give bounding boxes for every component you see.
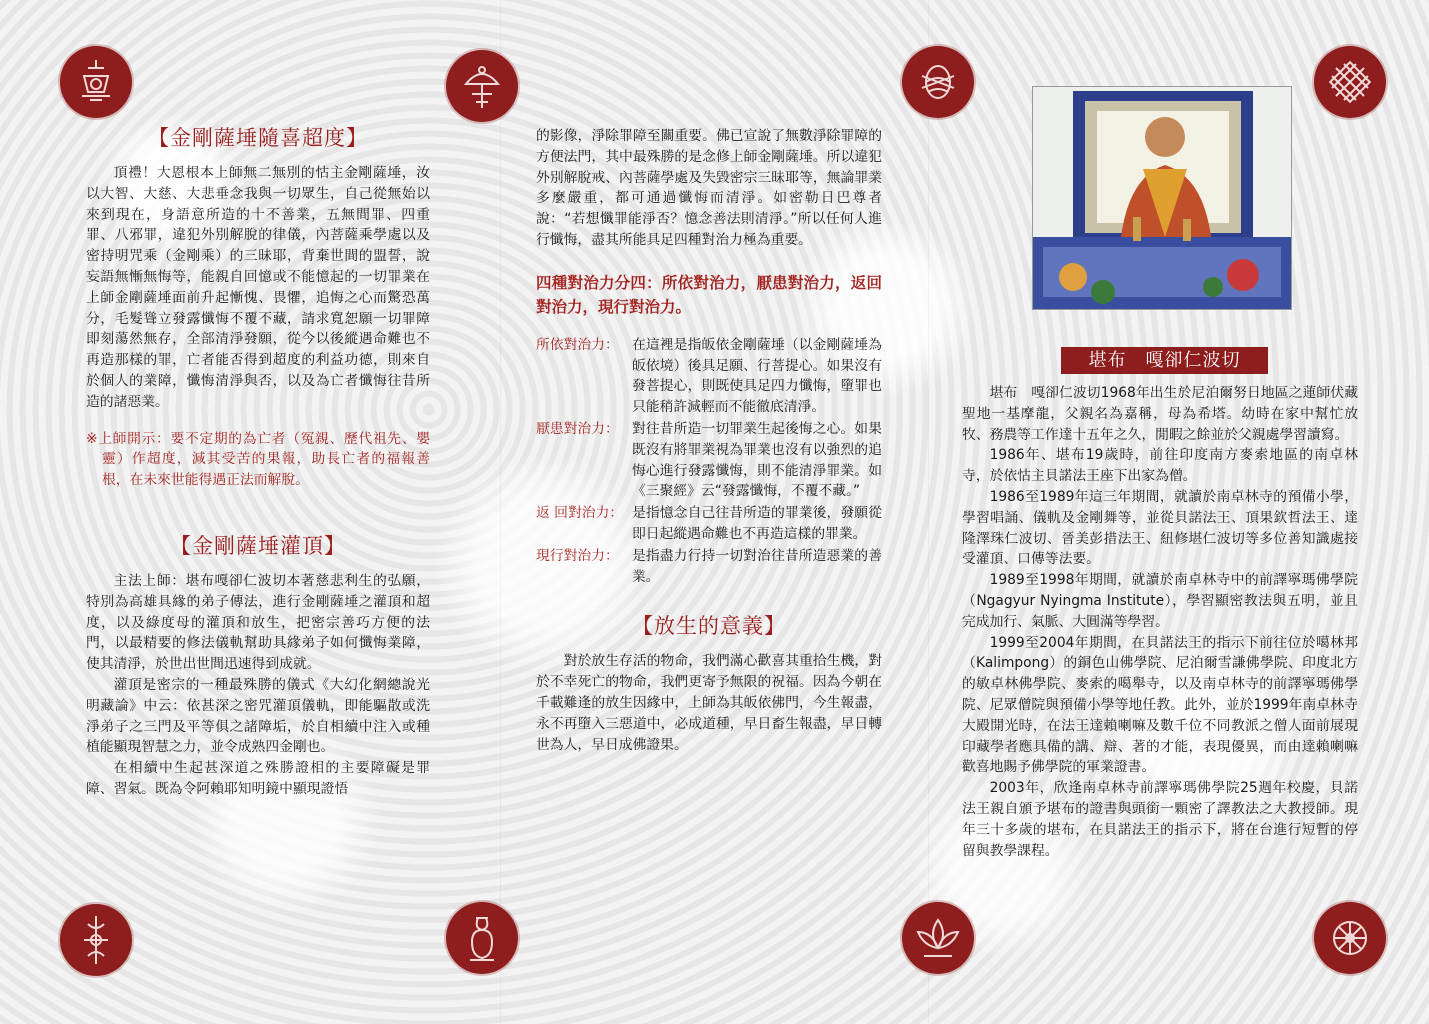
teacher-name-label: 堪布 嘎卻仁波切 xyxy=(1061,347,1268,374)
bio-paragraph: 1986年、堪布19歲時，前往印度南方麥索地區的南卓林寺，於依怙主貝諾法王座下出家為僧。 xyxy=(962,447,1358,485)
umbrella-emblem-icon xyxy=(446,50,518,122)
term-description: 在這裡是指皈依金剛薩埵（以金剛薩埵為皈依境）後具足願、行菩提心。如果沒有發菩提心，則既使具足四力懺悔，墮罪也只能稍許減輕而不能徹底清淨。 xyxy=(632,336,882,416)
list-item xyxy=(536,546,882,588)
bio-paragraph: 1989至1998年期間，就讀於南卓林寺中的前譯寧瑪佛學院（Ngagyur Nyingma Institute），學習顯密教法與五明，並且完成加行、氣脈、大圓滿等學習。 xyxy=(962,572,1358,630)
body-paragraph: 頂禮！大恩根本上師無二無別的怙主金剛薩埵，汝以大智、大慈、大悲垂念我與一切眾生，自己從無始以來到現在，身語意所造的十不善業，五無間罪、四重罪、八邪罪，違犯外別解脫的律儀，內菩薩乘學處以及密持明咒乘（金剛乘）的三昧耶，背棄世間的盟誓，說妄語無慚無悔等，能親自回憶或不能憶起的一切罪業在上師金剛薩埵面前升起慚愧、畏懼，追悔之心而驚恐萬分，毛髮聳立發露懺悔不覆不藏，請求寬恕願一切罪障即刻蕩然無存，全部清淨發願，從今以後縱遇命難也不再造那樣的罪，亡者能否得到超度的利益功德，則來自於個人的業障，懺悔清淨與否，以及為亡者懺悔往昔所造的諸惡業。 xyxy=(86,165,430,410)
lotus-emblem-icon xyxy=(902,902,974,974)
list-item xyxy=(536,335,882,418)
four-powers-list xyxy=(536,335,882,588)
body-paragraph: 的影像，淨除罪障至關重要。佛已宣說了無數淨除罪障的方便法門，其中最殊勝的是念修上師金剛薩埵。所以違犯外別解脫戒、內菩薩學處及失毀密宗三昧耶等，無論罪業多麼嚴重，都可通過懺悔而清淨。如密勒日巴尊者說：“若想懺罪能淨否？憶念善法則清淨。”所以任何人進行懺悔，盡其所能具足四種對治力極為重要。 xyxy=(536,128,882,248)
bio-paragraph: 1999至2004年期間，在貝諾法王的指示下前往位於噶林邦（Kalimpong）的銅色山佛學院、尼泊爾雪謙佛學院、印度北方的敏卓林佛學院、麥索的噶舉寺，以及南卓林寺的前譯寧瑪佛學院、尼眾僧院與預備小學等地任教。此外，並於1999年南卓林寺大殿開光時，在法王達賴喇嘛及數千位不同教派之僧人面前展現印藏學者應具備的講、辯、著的才能，表現優異，而由達賴喇嘛歡喜地賜予佛學院的軍業證書。 xyxy=(962,634,1358,776)
bio-paragraph: 堪布 嘎卻仁波切1968年出生於尼泊爾努日地區之蓮師伏藏聖地一基摩龍，父親名為嘉稱，母為希塔。幼時在家中幫忙放牧、務農等工作達十五年之久，閒暇之餘並於父親處學習讀寫。 xyxy=(962,385,1358,443)
four-powers-intro: 四種對治力分四：所依對治力，厭患對治力，返回對治力，現行對治力。 xyxy=(536,273,882,316)
list-item xyxy=(536,503,882,545)
section-heading-vajrasattva-liberation: 【金剛薩埵隨喜超度】 xyxy=(148,126,368,150)
body-paragraph: 對於放生存活的物命，我們滿心歡喜其重拾生機，對於不幸死亡的物命，我們更寄予無限的祝福。因為今朝在千載難逢的放生因緣中，上師為其皈依佛門，今生報盡，永不再墮入三惡道中，必成道種，早日畜生報盡，早日轉世為人，早日成佛證果。 xyxy=(536,653,882,753)
panel-fold xyxy=(928,0,929,1024)
term-label: 現行對治力： xyxy=(536,547,619,564)
stupa-emblem-icon xyxy=(60,46,132,118)
conch-emblem-icon xyxy=(902,46,974,118)
section-heading-liberation-meaning: 【放生的意義】 xyxy=(632,614,786,639)
term-description: 是指盡力行持一切對治往昔所造惡業的善業。 xyxy=(632,547,882,585)
right-panel xyxy=(962,383,1358,861)
term-description: 對往昔所造一切罪業生起後悔之心。如果既沒有將罪業視為罪業也沒有以強烈的追悔心進行發露懺悔，則不能清淨罪業。如《三聚經》云“發露懺悔，不覆不藏。” xyxy=(632,420,882,500)
term-label: 厭患對治力： xyxy=(536,420,619,437)
knot-emblem-icon xyxy=(1314,46,1386,118)
teacher-note: ※上師開示：要不定期的為亡者（冤親、歷代祖先、嬰靈）作超度，減其受苦的果報，助長亡者的福報善根，在未來世能得遇正法而解脫。 xyxy=(86,430,430,489)
teacher-photo xyxy=(1032,86,1292,310)
body-paragraph: 在相續中生起甚深道之殊勝證相的主要障礙是罪障、習氣。既為令阿賴耶知明鏡中顯現證悟 xyxy=(86,760,430,797)
dharma-wheel-emblem-icon xyxy=(1314,902,1386,974)
vase-emblem-icon xyxy=(446,902,518,974)
section-heading-vajrasattva-empowerment: 【金剛薩埵灌頂】 xyxy=(170,533,346,558)
body-paragraph: 主法上師：堪布嘎卻仁波切本著慈悲利生的弘願，特別為高雄具緣的弟子傳法，進行金剛薩埵之灌頂和超度，以及綠度母的灌頂和放生，把密宗善巧方便的法門，以最精要的修法儀軌幫助具緣弟子如何懺悔業障，使其清淨，於世出世間迅速得到成就。 xyxy=(86,572,430,673)
term-label: 返 回對治力： xyxy=(536,505,624,522)
vajra-emblem-icon xyxy=(60,904,132,976)
left-panel xyxy=(86,123,430,800)
body-paragraph: 灌頂是密宗的一種最殊勝的儀式《大幻化網總說光明藏論》中云：依甚深之密咒灌頂儀軌，即能驅散或洗淨弟子之三門及平等俱之諸障垢，於自相續中注入或種植能顯現智慧之力，並令成熟四金剛也。 xyxy=(86,676,430,756)
middle-panel xyxy=(536,126,882,755)
term-description: 是指憶念自己往昔所造的罪業後，發願從即日起縱遇命難也不再造這樣的罪業。 xyxy=(632,505,882,542)
term-label: 所依對治力： xyxy=(536,336,619,353)
bio-paragraph: 1986至1989年這三年期間，就讀於南卓林寺的預備小學，學習唱誦、儀軌及金剛舞等，並從貝諾法王、頂果欽哲法王、達隆澤珠仁波切、晉美彭措法王、紐修堪仁波切等多位善知識處接受灌頂、口傳等法要。 xyxy=(962,488,1358,568)
bio-paragraph: 2003年，欣逢南卓林寺前譯寧瑪佛學院25週年校慶，貝諾法王親自頒予堪布的證書與頭銜一顆密了譯教法之大教授師。現年三十多歲的堪布，在貝諾法王的指示下，將在台進行短暫的停留與教學課程。 xyxy=(962,780,1358,859)
list-item xyxy=(536,419,882,502)
panel-fold xyxy=(500,0,501,1024)
